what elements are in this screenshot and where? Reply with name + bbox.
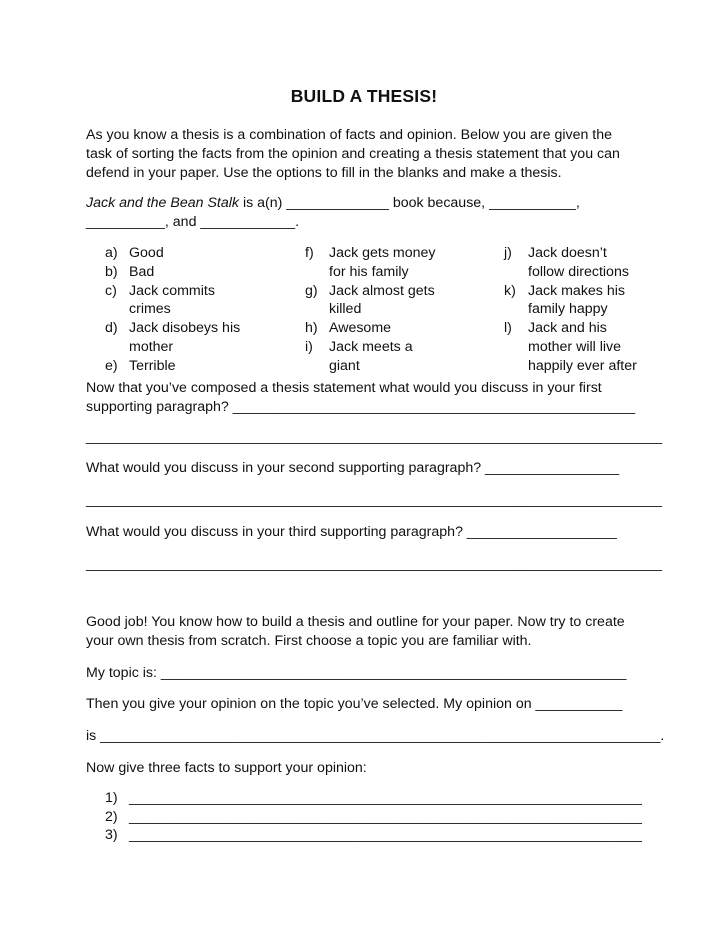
thesis-template bbox=[86, 194, 646, 232]
option-item: i) Jack meets a giant bbox=[305, 338, 413, 374]
closing-line: Good job! You know how to build a thesis and outline for your paper. Now try to create bbox=[86, 614, 625, 630]
question-1 bbox=[86, 379, 646, 417]
option-item: a) Good bbox=[105, 245, 164, 261]
fact-item[interactable]: 2) _________________________________________________________________ bbox=[105, 808, 642, 825]
question-1-line-1: Now that you’ve composed a thesis statement what would you discuss in your first bbox=[86, 380, 602, 396]
opinion-is-line[interactable]: is _______________________________________________________________________. bbox=[86, 728, 665, 744]
option-item: l) Jack and his mother will live happily ever after bbox=[504, 320, 637, 374]
question-3: What would you discuss in your third supporting paragraph? ___________________ bbox=[86, 524, 617, 540]
intro-line: defend in your paper. Use the options to fill in the blanks and make a thesis. bbox=[86, 165, 562, 181]
fact-item[interactable]: 1) _________________________________________________________________ bbox=[105, 790, 642, 806]
closing-line: your own thesis from scratch. First choose a topic you are familiar with. bbox=[86, 633, 532, 649]
thesis-line-1-rest: is a(n) _____________ book because, ___________, bbox=[239, 195, 580, 211]
option-item: c) Jack commits crimes bbox=[105, 282, 215, 318]
thesis-line-1 bbox=[86, 194, 646, 213]
option-item: h) Awesome bbox=[305, 320, 392, 337]
closing-paragraph bbox=[86, 613, 646, 651]
intro-line: As you know a thesis is a combination of facts and opinion. Below you are given the bbox=[86, 127, 613, 143]
page-title: BUILD A THESIS! bbox=[290, 86, 438, 106]
option-item: b) Bad bbox=[105, 263, 155, 280]
options-column-1 bbox=[105, 244, 240, 376]
facts-prompt: Now give three facts to support your opinion: bbox=[86, 760, 367, 776]
intro-paragraph bbox=[86, 126, 646, 183]
question-3-answer-blank[interactable]: _________________________________________________________________________ bbox=[86, 556, 662, 572]
facts-list bbox=[105, 789, 642, 845]
topic-line[interactable]: My topic is: ___________________________________________________________ bbox=[86, 665, 627, 681]
intro-line: task of sorting the facts from the opinion and creating a thesis statement that you can bbox=[86, 146, 620, 162]
option-item: k) Jack makes his family happy bbox=[504, 282, 625, 318]
opinion-line[interactable]: Then you give your opinion on the topic you’ve selected. My opinion on ___________ bbox=[86, 696, 623, 712]
option-item: g) Jack almost gets killed bbox=[305, 282, 435, 318]
question-2-answer-blank[interactable]: _________________________________________________________________________ bbox=[86, 492, 662, 508]
option-item: j) Jack doesn’t follow directions bbox=[504, 245, 629, 280]
option-item: d) Jack disobeys his mother bbox=[105, 320, 241, 355]
fact-item[interactable]: 3) _________________________________________________________________ bbox=[105, 827, 642, 844]
option-item: f) Jack gets money for his family bbox=[305, 245, 436, 280]
options-column-3 bbox=[504, 244, 637, 376]
book-title: Jack and the Bean Stalk bbox=[86, 195, 240, 211]
options-column-2 bbox=[305, 244, 435, 376]
thesis-line-2: __________, and ____________. bbox=[86, 214, 300, 230]
question-1-answer-blank[interactable]: _________________________________________________________________________ bbox=[86, 429, 662, 445]
question-2: What would you discuss in your second supporting paragraph? _________________ bbox=[86, 460, 620, 476]
question-1-line-2: supporting paragraph? ___________________________________________________ bbox=[86, 399, 636, 415]
option-item: e) Terrible bbox=[105, 357, 176, 374]
